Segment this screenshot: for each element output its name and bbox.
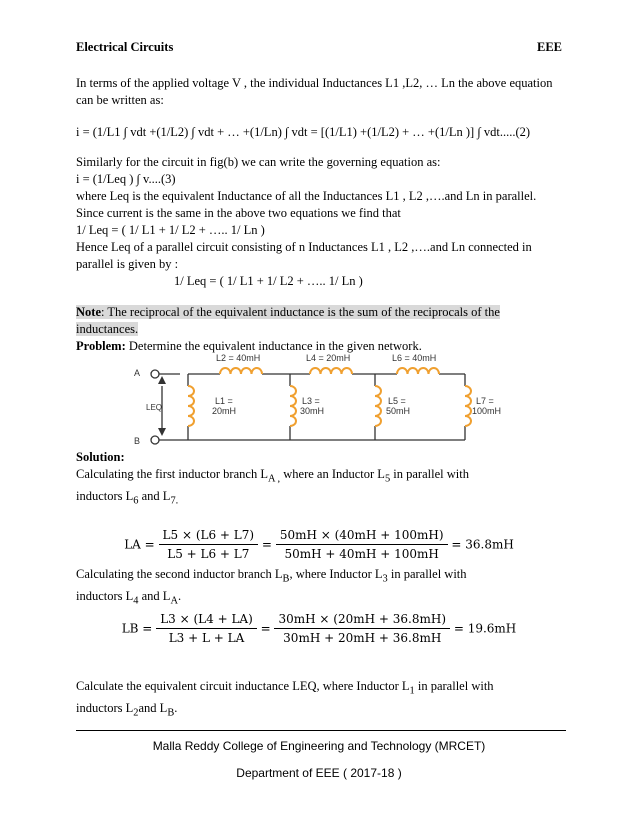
inductor-l7-coil bbox=[465, 386, 471, 426]
similarly-line-8: 1/ Leq = ( 1/ L1 + 1/ L2 + ….. 1/ Ln ) bbox=[174, 274, 363, 288]
inductor-l4-coil bbox=[310, 368, 352, 374]
footer-department: Department of EEE ( 2017-18 ) bbox=[236, 766, 402, 780]
l7-value: 100mH bbox=[472, 406, 502, 416]
l6-label: L6 = 40mH bbox=[392, 353, 437, 363]
arrow-up-icon bbox=[158, 376, 166, 384]
node-b-terminal bbox=[151, 436, 159, 444]
note-block bbox=[76, 304, 566, 338]
header-title: Electrical Circuits bbox=[76, 40, 174, 54]
l3-value: 30mH bbox=[300, 406, 325, 416]
problem-text: Determine the equivalent inductance in the given network. bbox=[125, 339, 422, 353]
inductor-l6-coil bbox=[397, 368, 439, 374]
node-a-terminal bbox=[151, 370, 159, 378]
equation-lb: LB = $\frac{L3 \times (L4 + LA)}{L3 + L + LA}$ = $\frac{30mH \times (20mH + 36.8mH)}{30mH + 20mH + 36.8mH}$ = 19.6mH bbox=[121, 612, 517, 645]
inductor-l1-coil bbox=[188, 386, 194, 426]
intro-line-1: In terms of the applied voltage V , the individual Inductances L1 ,L2, … Ln the above equation bbox=[76, 76, 553, 90]
note-line-2: inductances. bbox=[76, 322, 139, 336]
similarly-line-5: 1/ Leq = ( 1/ L1 + 1/ L2 + ….. 1/ Ln ) bbox=[76, 223, 265, 237]
solution-step-3-line-1: Calculate the equivalent circuit inductance LEQ, where Inductor $L_1$ in parallel with bbox=[76, 679, 494, 697]
solution-step-2 bbox=[76, 566, 566, 609]
similarly-line-3: where Leq is the equivalent Inductance of all the Inductances L1 , L2 ,….and Ln in parallel. bbox=[76, 189, 537, 203]
node-b-label: B bbox=[134, 436, 141, 446]
inductor-l2-coil bbox=[220, 368, 262, 374]
l4-label: L4 = 20mH bbox=[306, 353, 351, 363]
solution-step-3 bbox=[76, 678, 566, 721]
footer-college: Malla Reddy College of Engineering and Technology (MRCET) bbox=[152, 739, 486, 753]
equation-la: LA = $\frac{L5 \times (L6 + L7)}{L5 + L6 + L7}$ = $\frac{50mH \times (40mH + 100mH)}{50mH + 40mH + 100mH}$ = 36.8mH bbox=[124, 528, 514, 561]
similarly-line-6: Hence Leq of a parallel circuit consisting of n Inductances L1 , L2 ,….and Ln connected in bbox=[76, 240, 532, 254]
solution-step-2-line-1: Calculating the second inductor branch $L_B$, where Inductor $L_3$ in parallel with bbox=[76, 567, 467, 585]
equation-2: i = (1/L1 ∫ vdt +(1/L2) ∫ vdt + … +(1/Ln) ∫ vdt = [(1/L1) +(1/L2) + … +(1/Ln )] ∫ vdt.....(2) bbox=[76, 125, 531, 139]
note-line-1: Note: The reciprocal of the equivalent inductance is the sum of the reciprocals of the bbox=[76, 305, 500, 319]
intro-line-2: can be written as: bbox=[76, 93, 164, 107]
solution-step-3-line-2: inductors $L_2and$ $L_B$. bbox=[76, 700, 178, 718]
note-label: Note bbox=[76, 305, 101, 319]
solution-block bbox=[76, 449, 566, 509]
inductor-l5-coil bbox=[375, 386, 381, 426]
solution-step-1-line-1: Calculating the first inductor branch $L_{A ,}$ where an Inductor $L_5$ in parallel with bbox=[76, 467, 469, 485]
inductor-l3-coil bbox=[290, 386, 296, 426]
intro-paragraph bbox=[76, 75, 566, 109]
l5-name: L5 = bbox=[388, 396, 406, 406]
node-a-label: A bbox=[134, 368, 141, 378]
solution-step-2-line-2: inductors $L_4$ and $L_A$. bbox=[76, 588, 182, 606]
l1-value: 20mH bbox=[212, 406, 237, 416]
inductor-network-diagram bbox=[120, 352, 520, 448]
similarly-paragraph bbox=[76, 154, 566, 290]
similarly-line-7: parallel is given by : bbox=[76, 257, 179, 271]
arrow-down-icon bbox=[158, 428, 166, 436]
header-dept: EEE bbox=[536, 40, 562, 54]
leq-label: LEQ bbox=[146, 403, 163, 412]
l1-name: L1 = bbox=[215, 396, 233, 406]
solution-label: Solution: bbox=[76, 450, 125, 464]
similarly-line-1: Similarly for the circuit in fig(b) we can write the governing equation as: bbox=[76, 155, 441, 169]
l5-value: 50mH bbox=[386, 406, 411, 416]
problem-label: Problem: bbox=[76, 339, 126, 353]
l2-label: L2 = 40mH bbox=[216, 353, 261, 363]
l7-name: L7 = bbox=[476, 396, 494, 406]
footer-divider bbox=[76, 730, 566, 731]
l3-name: L3 = bbox=[302, 396, 320, 406]
equation-3: i = (1/Leq ) ∫ v....(3) bbox=[76, 172, 176, 186]
similarly-line-4: Since current is the same in the above two equations we find that bbox=[76, 206, 401, 220]
solution-step-1-line-2: inductors $L_6$ and $L_{7.}$ bbox=[76, 488, 179, 506]
